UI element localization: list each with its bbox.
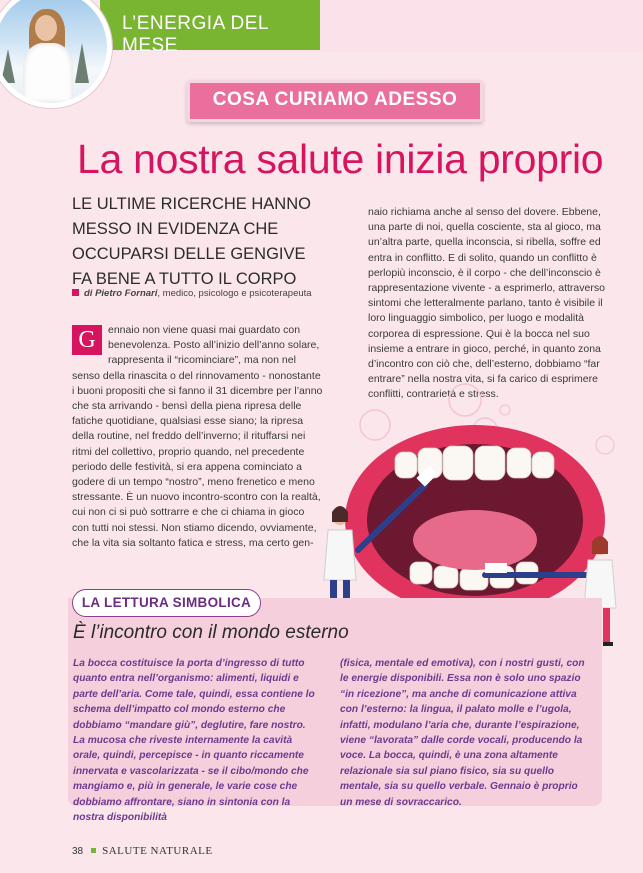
photo-coat xyxy=(23,43,73,103)
section-title: L’ENERGIA DEL MESE xyxy=(122,13,269,56)
byline-role: , medico, psicologo e psicoterapeuta xyxy=(157,288,312,299)
article-subtitle: LE ULTIME RICERCHE HANNO MESSO IN EVIDENZA CHE OCCUPARSI DELLE GENGIVE FA BENE A TUTTO IL CORPO xyxy=(72,195,311,288)
sidebar-column-2: (fisica, mentale ed emotiva), con i nostri gusti, con le energie disponibili. Essa non è solo uno spazio “in ricezione”, ma anche di comunicazione attiva con l’esterno: la lingua, il palato molle e l’ugola, infatti, modulano l’aria che, durante l’espirazione, viene “lavorata” dalle corde vocali, producendo la voce. La bocca, quindi, è una zona altamente relazionale sia sul piano fisico, sia su quello mentale, sia su quello verbale. Gennaio è proprio un mese di sovraccarico. xyxy=(340,658,585,808)
magazine-name: SALUTE NATURALE xyxy=(102,845,213,857)
article-column-1-text: ennaio non viene quasi mai guardato con benevolenza. Posto all’inizio dell’anno solare, rappresenta il “ricominciare”, ma non nel senso della rinascita o del rinnovamento - nonostante i buoni propositi che si fanno il 31 dicembre per l’anno che sta arrivando - bensì della piena ripresa delle fatiche quotidiane, qualsiasi esse siano; la ripresa della routine, nel freddo dell’inverno; il rituffarsi nei ritmi del collettivo, proprio quando, nel precedente periodo delle festività, si era appena cominciato a godere di un tempo “nostro”, meno frenetico e meno stressante. È un nuovo incontro-scontro con la realtà, cui non ci si può sottrarre e che ci chiama in gioco con tutti noi stessi. Non stiamo dicendo, ovviamente, che la vita sia soltanto fatica e stress, ma certo gen- xyxy=(72,324,323,549)
tongue xyxy=(413,510,537,570)
byline-author: di Pietro Fornari xyxy=(84,288,158,299)
sidebar-tag-label: LA LETTURA SIMBOLICA xyxy=(81,595,252,610)
footer-square-icon xyxy=(91,848,96,853)
sidebar-title: È l’incontro con il mondo esterno xyxy=(73,622,349,643)
author-photo xyxy=(0,0,112,108)
page-footer xyxy=(72,845,213,857)
toothbrush-head xyxy=(485,563,507,573)
article-column-2: naio richiama anche al senso del dovere. Ebbene, una parte di noi, quella cosciente, sta al gioco, ma un’altra parte, quella inconscia, si ribella, soffre ed entra in conflitto. E di solito, quando un conflitto è perlopiù inconscio, è il corpo - che dell’inconscio è rappresentazione vivente - a esprimerlo, attraverso sintomi che letteralmente parlano, tanto è visibile il loro linguaggio simbolico, per luogo e modalità corporea di espressione. Qui è la bocca nel suo insieme a entrare in gioco, perché, in quanto zona d’incontro con ciò che, dell’esterno, dobbiamo “far entrare” nella nostra vita, si fa carico di esprimere conflitti, contrarietà e stress. xyxy=(368,206,605,401)
drop-cap: G xyxy=(72,325,102,355)
byline-square-icon xyxy=(72,289,79,296)
tree-icon xyxy=(1,49,15,83)
page-number: 38 xyxy=(72,846,84,857)
photo-face xyxy=(35,15,57,41)
article-title: La nostra salute inizia proprio xyxy=(77,136,604,182)
byline xyxy=(72,288,312,299)
article-column-1 xyxy=(72,323,324,551)
topic-tag xyxy=(187,80,483,122)
sidebar-column-1: La bocca costituisce la porta d’ingresso di tutto quanto entra nell’organismo: alimenti, liquidi e parte dell’aria. Come tale, quindi, essa contiene lo schema dell’impatto col mondo esterno che dobbiamo “mandare giù”, deglutire, fare nostro. La mucosa che riveste internamente la cavità orale, quindi, percepisce - in quanto riccamente innervata e vascolarizzata - se il cibo/mondo che mangiamo e, più in generale, le varie cose che dobbiamo affrontare, siano in sintonia con la nostra disponibilità xyxy=(73,658,315,824)
section-header xyxy=(100,0,320,56)
bubble-icon xyxy=(360,410,390,440)
bubble-icon xyxy=(449,384,481,416)
topic-tag-label: COSA CURIAMO ADESSO xyxy=(212,89,458,110)
bubble-icon xyxy=(596,436,614,454)
bubble-icon xyxy=(500,405,510,415)
tree-icon xyxy=(75,43,89,83)
sidebar-tag xyxy=(72,589,261,617)
